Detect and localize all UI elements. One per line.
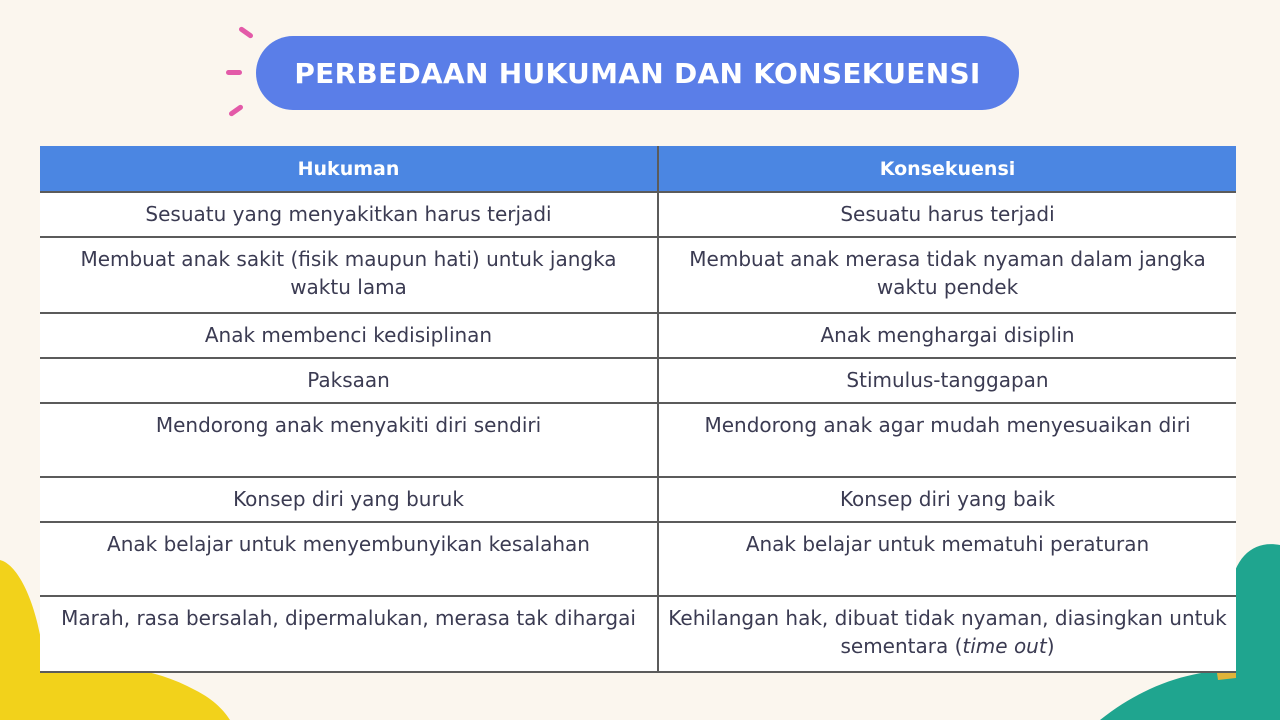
cell-hukuman: Anak membenci kedisiplinan bbox=[40, 313, 658, 358]
table-row bbox=[40, 596, 1236, 672]
cell-hukuman: Marah, rasa bersalah, dipermalukan, merasa tak dihargai bbox=[40, 596, 658, 672]
cell-hukuman: Sesuatu yang menyakitkan harus terjadi bbox=[40, 192, 658, 237]
cell-konsekuensi: Kehilangan hak, dibuat tidak nyaman, diasingkan untuk sementara (time out) bbox=[658, 596, 1236, 672]
cell-konsekuensi-text: Kehilangan hak, dibuat tidak nyaman, diasingkan untuk sementara bbox=[668, 606, 1227, 658]
cell-konsekuensi: Anak menghargai disiplin bbox=[658, 313, 1236, 358]
header-hukuman: Hukuman bbox=[40, 146, 658, 192]
cell-konsekuensi: Membuat anak merasa tidak nyaman dalam jangka waktu pendek bbox=[658, 237, 1236, 313]
header-konsekuensi: Konsekuensi bbox=[658, 146, 1236, 192]
table-header-row bbox=[40, 146, 1236, 192]
page-title: PERBEDAAN HUKUMAN DAN KONSEKUENSI bbox=[294, 56, 981, 90]
comparison-table bbox=[40, 146, 1236, 673]
table-row bbox=[40, 477, 1236, 522]
table-row bbox=[40, 358, 1236, 403]
cell-konsekuensi: Mendorong anak agar mudah menyesuaikan diri bbox=[658, 403, 1236, 477]
title-banner bbox=[256, 36, 1019, 110]
accent-dash-middle bbox=[226, 70, 242, 75]
title-area bbox=[0, 0, 1280, 130]
time-out-italic: time out bbox=[962, 634, 1047, 658]
table-row bbox=[40, 192, 1236, 237]
cell-konsekuensi: Anak belajar untuk mematuhi peraturan bbox=[658, 522, 1236, 596]
cell-konsekuensi: Stimulus-tanggapan bbox=[658, 358, 1236, 403]
cell-konsekuensi: Sesuatu harus terjadi bbox=[658, 192, 1236, 237]
accent-dash-top bbox=[238, 26, 254, 39]
cell-hukuman: Mendorong anak menyakiti diri sendiri bbox=[40, 403, 658, 477]
cell-hukuman: Anak belajar untuk menyembunyikan kesalahan bbox=[40, 522, 658, 596]
table-row bbox=[40, 237, 1236, 313]
accent-dash-bottom bbox=[228, 104, 244, 117]
table-row bbox=[40, 522, 1236, 596]
cell-hukuman: Membuat anak sakit (fisik maupun hati) untuk jangka waktu lama bbox=[40, 237, 658, 313]
cell-konsekuensi: Konsep diri yang baik bbox=[658, 477, 1236, 522]
cell-hukuman: Paksaan bbox=[40, 358, 658, 403]
table-row bbox=[40, 403, 1236, 477]
table-row bbox=[40, 313, 1236, 358]
cell-hukuman: Konsep diri yang buruk bbox=[40, 477, 658, 522]
